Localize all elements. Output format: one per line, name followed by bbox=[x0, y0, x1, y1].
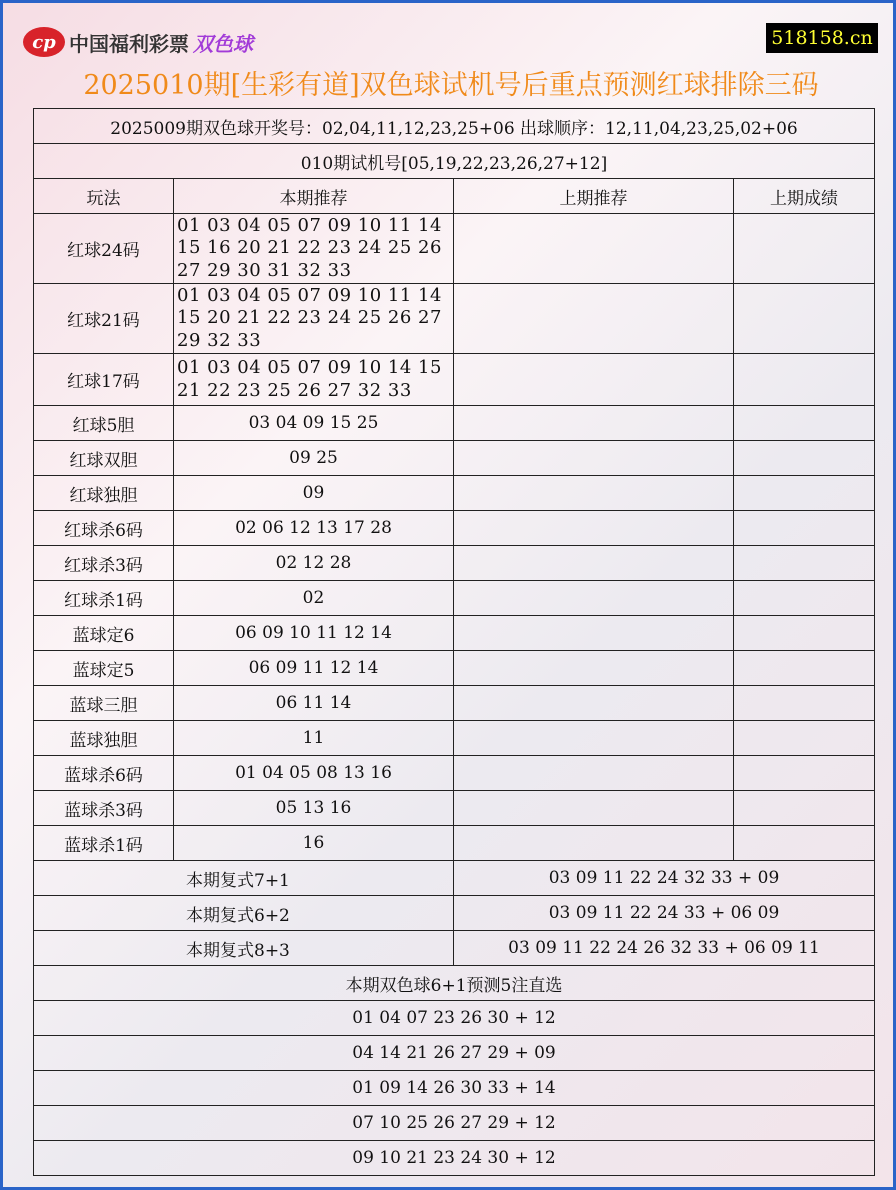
previous-result bbox=[734, 406, 875, 441]
picks-title: 本期双色球6+1预测5注直选 bbox=[34, 966, 875, 1001]
previous-result bbox=[734, 214, 875, 284]
current-pick: 06 09 10 11 12 14 bbox=[174, 616, 454, 651]
previous-pick bbox=[454, 651, 734, 686]
logo-brand: 双色球 bbox=[193, 31, 253, 56]
trial-numbers: 010期试机号[05,19,22,23,26,27+12] bbox=[34, 144, 875, 179]
current-pick: 09 bbox=[174, 476, 454, 511]
previous-result bbox=[734, 616, 875, 651]
play-name: 蓝球三胆 bbox=[34, 686, 174, 721]
table-row bbox=[34, 756, 875, 791]
table-row bbox=[34, 406, 875, 441]
play-name: 红球杀6码 bbox=[34, 511, 174, 546]
play-name: 蓝球定6 bbox=[34, 616, 174, 651]
previous-result bbox=[734, 651, 875, 686]
complex-row bbox=[34, 896, 875, 931]
play-name: 蓝球独胆 bbox=[34, 721, 174, 756]
lottery-logo bbox=[23, 27, 253, 57]
play-name: 红球独胆 bbox=[34, 476, 174, 511]
pick-numbers: 07 10 25 26 27 29 + 12 bbox=[34, 1106, 875, 1141]
play-name: 蓝球定5 bbox=[34, 651, 174, 686]
pick-row bbox=[34, 1001, 875, 1036]
previous-pick bbox=[454, 826, 734, 861]
previous-pick bbox=[454, 756, 734, 791]
pick-row bbox=[34, 1106, 875, 1141]
previous-pick bbox=[454, 791, 734, 826]
current-pick: 09 25 bbox=[174, 441, 454, 476]
complex-name: 本期复式8+3 bbox=[34, 931, 454, 966]
current-pick: 02 12 28 bbox=[174, 546, 454, 581]
pick-numbers: 04 14 21 26 27 29 + 09 bbox=[34, 1036, 875, 1071]
play-name: 红球21码 bbox=[34, 284, 174, 354]
play-name: 蓝球杀6码 bbox=[34, 756, 174, 791]
previous-pick bbox=[454, 511, 734, 546]
current-pick: 05 13 16 bbox=[174, 791, 454, 826]
prediction-table bbox=[33, 108, 875, 1176]
complex-name: 本期复式6+2 bbox=[34, 896, 454, 931]
play-name: 红球17码 bbox=[34, 354, 174, 406]
previous-result bbox=[734, 476, 875, 511]
pick-numbers: 09 10 21 23 24 30 + 12 bbox=[34, 1141, 875, 1176]
previous-pick bbox=[454, 441, 734, 476]
header-play: 玩法 bbox=[34, 179, 174, 214]
current-pick: 01 03 04 05 07 09 10 14 15 21 22 23 25 26 27 32 33 bbox=[174, 354, 454, 406]
current-pick: 16 bbox=[174, 826, 454, 861]
current-pick: 02 bbox=[174, 581, 454, 616]
previous-pick bbox=[454, 284, 734, 354]
draw-info: 2025009期双色球开奖号：02,04,11,12,23,25+06 出球顺序：12,11,04,23,25,02+06 bbox=[34, 109, 875, 144]
previous-pick bbox=[454, 721, 734, 756]
current-pick: 06 09 11 12 14 bbox=[174, 651, 454, 686]
header-result: 上期成绩 bbox=[734, 179, 875, 214]
previous-result bbox=[734, 581, 875, 616]
complex-row bbox=[34, 861, 875, 896]
previous-result bbox=[734, 756, 875, 791]
table-row bbox=[34, 214, 875, 284]
header-current: 本期推荐 bbox=[174, 179, 454, 214]
site-badge: 518158.cn bbox=[766, 23, 878, 53]
table-row bbox=[34, 686, 875, 721]
previous-pick bbox=[454, 546, 734, 581]
current-pick: 01 03 04 05 07 09 10 11 14 15 16 20 21 22 23 24 25 26 27 29 30 31 32 33 bbox=[174, 214, 454, 284]
play-name: 蓝球杀3码 bbox=[34, 791, 174, 826]
complex-value: 03 09 11 22 24 26 32 33 + 06 09 11 bbox=[454, 931, 875, 966]
complex-value: 03 09 11 22 24 32 33 + 09 bbox=[454, 861, 875, 896]
previous-result bbox=[734, 686, 875, 721]
previous-pick bbox=[454, 616, 734, 651]
previous-result bbox=[734, 284, 875, 354]
page-title: 2025010期[生彩有道]双色球试机号后重点预测红球排除三码 bbox=[83, 70, 819, 101]
table-row bbox=[34, 476, 875, 511]
complex-name: 本期复式7+1 bbox=[34, 861, 454, 896]
pick-row bbox=[34, 1036, 875, 1071]
pick-row bbox=[34, 1071, 875, 1106]
current-pick: 01 04 05 08 13 16 bbox=[174, 756, 454, 791]
table-row bbox=[34, 791, 875, 826]
previous-result bbox=[734, 441, 875, 476]
previous-result bbox=[734, 826, 875, 861]
current-pick: 02 06 12 13 17 28 bbox=[174, 511, 454, 546]
previous-result bbox=[734, 791, 875, 826]
previous-pick bbox=[454, 686, 734, 721]
table-row bbox=[34, 284, 875, 354]
table-row bbox=[34, 826, 875, 861]
previous-result bbox=[734, 354, 875, 406]
play-name: 红球杀3码 bbox=[34, 546, 174, 581]
complex-row bbox=[34, 931, 875, 966]
pick-numbers: 01 09 14 26 30 33 + 14 bbox=[34, 1071, 875, 1106]
play-name: 红球5胆 bbox=[34, 406, 174, 441]
table-row bbox=[34, 354, 875, 406]
previous-pick bbox=[454, 214, 734, 284]
previous-pick bbox=[454, 354, 734, 406]
table-row bbox=[34, 721, 875, 756]
previous-pick bbox=[454, 476, 734, 511]
previous-pick bbox=[454, 406, 734, 441]
previous-result bbox=[734, 546, 875, 581]
play-name: 红球杀1码 bbox=[34, 581, 174, 616]
current-pick: 01 03 04 05 07 09 10 11 14 15 20 21 22 23 24 25 26 27 29 32 33 bbox=[174, 284, 454, 354]
header-previous: 上期推荐 bbox=[454, 179, 734, 214]
complex-value: 03 09 11 22 24 33 + 06 09 bbox=[454, 896, 875, 931]
table-row bbox=[34, 651, 875, 686]
play-name: 红球双胆 bbox=[34, 441, 174, 476]
logo-text: 中国福利彩票 bbox=[69, 31, 189, 56]
table-row bbox=[34, 616, 875, 651]
previous-result bbox=[734, 721, 875, 756]
current-pick: 03 04 09 15 25 bbox=[174, 406, 454, 441]
table-row bbox=[34, 511, 875, 546]
previous-pick bbox=[454, 581, 734, 616]
table-row bbox=[34, 441, 875, 476]
pick-numbers: 01 04 07 23 26 30 + 12 bbox=[34, 1001, 875, 1036]
current-pick: 11 bbox=[174, 721, 454, 756]
table-row bbox=[34, 581, 875, 616]
current-pick: 06 11 14 bbox=[174, 686, 454, 721]
previous-result bbox=[734, 511, 875, 546]
cwl-logo-icon: cp bbox=[23, 27, 65, 57]
play-name: 蓝球杀1码 bbox=[34, 826, 174, 861]
pick-row bbox=[34, 1141, 875, 1176]
table-row bbox=[34, 546, 875, 581]
play-name: 红球24码 bbox=[34, 214, 174, 284]
